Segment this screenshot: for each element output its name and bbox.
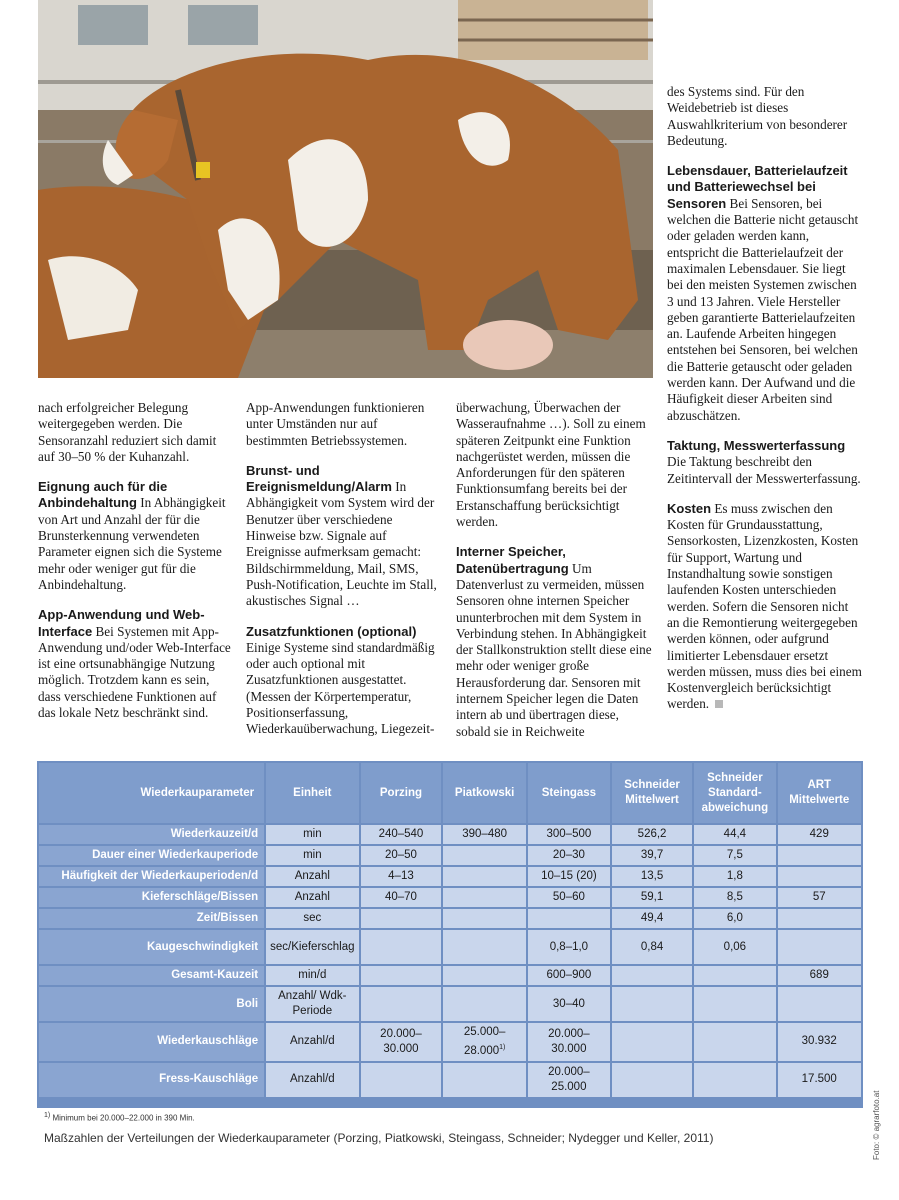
table-cell (442, 866, 526, 887)
table-cell (442, 986, 526, 1022)
paragraph: nach erfolgreicher Belegung weitergegeben werden. Die Sensoranzahl reduziert sich damit auf 30–50 % der Kuhanzahl. (38, 400, 217, 464)
table-cell (527, 908, 611, 929)
table-cell (442, 965, 526, 986)
table-cell: 20.000–25.000 (527, 1062, 611, 1098)
section-taktung (667, 438, 863, 487)
table-header: Porzing (360, 762, 443, 824)
table-cell (777, 908, 862, 929)
table-cell: 1,8 (693, 866, 776, 887)
table-cell (611, 986, 693, 1022)
section-anbindehaltung (38, 479, 234, 593)
table-cell: 20.000–30.000 (360, 1022, 443, 1062)
section-heading: Lebensdauer, Batterielaufzeit und Batteriewechsel bei Sensoren (667, 163, 848, 211)
table-cell (777, 866, 862, 887)
section-body: In Abhängigkeit von Art und Anzahl der für die Brunsterkennung verwendeten Parameter eignen sich die Systeme mehr oder weniger gut für die Anbindehaltung. (38, 495, 226, 592)
cow-photo-image (38, 0, 653, 378)
table-cell: 390–480 (442, 824, 526, 845)
section-body: Einige Systeme sind standardmäßig oder auch optional mit Zusatzfunktionen ausgestattet. (Messen der Körpertemperatur, Positionserfassung, Wiederkauüberwachung, Liegezeit- (246, 639, 435, 737)
table-cell: 10–15 (20) (527, 866, 611, 887)
table-cell (693, 986, 776, 1022)
table-cell (611, 1022, 693, 1062)
section-body: In Abhängigkeit vom System wird der Benutzer über verschiedene Hinweise bzw. Signale auf Ereignisse aufmerksam gemacht: Bildschirmmeldung, Mail, SMS, Push-Notification, Leuchte im Stall, akustisches Signal … (246, 479, 437, 609)
text-column-2 (246, 400, 442, 738)
table-cell: 6,0 (693, 908, 776, 929)
table-cell (611, 1062, 693, 1098)
footnote-marker: 1) (44, 1112, 51, 1119)
table-cell: min/d (265, 965, 359, 986)
table-cell: 0,84 (611, 929, 693, 965)
table-row (38, 908, 862, 929)
table-cell (777, 986, 862, 1022)
table-cell: 4–13 (360, 866, 443, 887)
section-lebensdauer (667, 163, 863, 424)
end-mark-icon (715, 700, 723, 708)
table-cell: 20.000–30.000 (527, 1022, 611, 1062)
section-heading: Eignung auch für die Anbindehaltung (38, 479, 168, 511)
table-cell (360, 986, 443, 1022)
table-header: Piatkowski (442, 762, 526, 824)
param-cell: Gesamt-Kauzeit (38, 965, 265, 986)
section-body: Um Datenverlust zu vermeiden, müssen Sensoren ohne internen Speicher ununterbrochen mit dem System in Verbindung stehen. In Abhängigkeit der Stallkonstruktion stellt diese eine mehr oder weniger große Herausforderung dar. Sensoren mit internem Speicher legen die Daten intern ab und übertragen diese, sobald sie in Reichweite (456, 560, 652, 739)
table-cell: 526,2 (611, 824, 693, 845)
photo-credit: Foto: © agrarfoto.at (872, 1090, 881, 1160)
table-cell: 57 (777, 887, 862, 908)
table-header: Einheit (265, 762, 359, 824)
table-header-row (38, 762, 862, 824)
table-header: Steingass (527, 762, 611, 824)
section-app-anwendung (38, 607, 234, 721)
table-header: ART Mittelwerte (777, 762, 862, 824)
table-cell: 39,7 (611, 845, 693, 866)
section-heading: App-Anwendung und Web-Interface (38, 607, 205, 639)
table-cell: 13,5 (611, 866, 693, 887)
table-cell (442, 845, 526, 866)
table-cell: 20–30 (527, 845, 611, 866)
param-cell: Wiederkauzeit/d (38, 824, 265, 845)
table-cell: sec (265, 908, 359, 929)
table-cell (360, 1062, 443, 1098)
param-cell: Wiederkauschläge (38, 1022, 265, 1062)
section-brunstmeldung (246, 463, 442, 610)
table-cell (777, 929, 862, 965)
table-row (38, 887, 862, 908)
table-cell (777, 845, 862, 866)
param-cell: Zeit/Bissen (38, 908, 265, 929)
table-cell (611, 965, 693, 986)
param-cell: Kaugeschwindigkeit (38, 929, 265, 965)
section-heading: Kosten (667, 500, 712, 516)
table-cell: 429 (777, 824, 862, 845)
paragraph: App-Anwendungen funktionieren unter Umständen nur auf bestimmten Betriebssystemen. (246, 400, 425, 448)
table-cell (360, 929, 443, 965)
table-cell: 300–500 (527, 824, 611, 845)
table-cell (360, 965, 443, 986)
text-column-1 (38, 400, 234, 721)
table-header: Schneider Mittelwert (611, 762, 693, 824)
param-cell: Kieferschläge/Bissen (38, 887, 265, 908)
table-cell: 20–50 (360, 845, 443, 866)
section-body: Bei Systemen mit App-Anwendung und/oder Web-Interface ist eine ortsunabhängige Nutzung möglich. Trotzdem kann es sein, dass verschiedene Funktionen auf das lokale Netz beschränkt sind. (38, 623, 231, 721)
param-cell: Boli (38, 986, 265, 1022)
text-column-3 (456, 400, 652, 740)
table-cell: Anzahl/d (265, 1022, 359, 1062)
section-heading: Zusatzfunktionen (optional) (246, 623, 417, 639)
section-heading: Interner Speicher, Datenübertragung (456, 544, 569, 576)
table-cell (442, 908, 526, 929)
table-cell: 59,1 (611, 887, 693, 908)
table-cell: Anzahl/d (265, 1062, 359, 1098)
table-cell: Anzahl (265, 887, 359, 908)
table-cell: 17.500 (777, 1062, 862, 1098)
wiederkau-table (37, 761, 863, 1108)
paragraph: überwachung, Überwachen der Wasseraufnahme …). Soll zu einem späteren Zeitpunkt eine Funktion nachgerüstet werden, müssen die Anforderungen für den späteren Funktionsumfang bereits bei der Erstanschaffung berücksichtigt werden. (456, 400, 646, 530)
table-cell: 40–70 (360, 887, 443, 908)
table-cell (360, 908, 443, 929)
table-row (38, 1062, 862, 1098)
table-cell: 8,5 (693, 887, 776, 908)
section-body: Es muss zwischen den Kosten für Grundausstattung, Sensorkosten, Lizenzkosten, Kosten für Support, Wartung und Instandhaltung sowie sonstigen laufenden Kosten unterschieden werden. Sofern die Sensoren nicht an die Remontierung weitergegeben werden können, oder aufgrund limitierter Lebensdauer ersetzt werden müssen, muss dies bei einem Kostenvergleich berücksichtigt werden. (667, 500, 862, 712)
section-kosten (667, 501, 863, 713)
table-cell: sec/Kieferschlag (265, 929, 359, 965)
table-cell: 0,8–1,0 (527, 929, 611, 965)
table-cell: 30.932 (777, 1022, 862, 1062)
table-cell (442, 887, 526, 908)
table-row (38, 1022, 862, 1062)
section-interner-speicher (456, 544, 652, 740)
section-body: Die Taktung beschreibt den Zeitintervall der Messwerterfassung. (667, 454, 861, 486)
table-cell: 7,5 (693, 845, 776, 866)
table-row (38, 824, 862, 845)
param-cell: Dauer einer Wiederkauperiode (38, 845, 265, 866)
section-heading: Brunst- und Ereignismeldung/Alarm (246, 462, 392, 495)
table-cell (442, 1062, 526, 1098)
table-footnote (44, 1112, 195, 1123)
table-row (38, 965, 862, 986)
table-cell: 240–540 (360, 824, 443, 845)
section-body: Bei Sensoren, bei welchen die Batterie nicht getauscht oder geladen werden kann, entspricht die Batterielaufzeit der maximalen Lebensdauer. Sie liegt bei den meisten Systemen zwischen 3 und 13 Jahren. Viele Hersteller geben garantierte Batterielaufzeiten an. Laufende Arbeiten hingegen entstehen bei Sensoren, bei welchen die Batterie getauscht oder geladen werden kann. Der Aufwand und die Häufigkeit dieser Arbeiten sind abzuschätzen. (667, 195, 859, 423)
table-cell: min (265, 845, 359, 866)
table-cell (693, 1062, 776, 1098)
table-cell: Anzahl/ Wdk-Periode (265, 986, 359, 1022)
cow-photo (38, 0, 653, 378)
table-cell: 689 (777, 965, 862, 986)
table-row (38, 986, 862, 1022)
table-cell: 30–40 (527, 986, 611, 1022)
table-header: Schneider Standard-abweichung (693, 762, 776, 824)
param-cell: Fress-Kauschläge (38, 1062, 265, 1098)
table-cell: 44,4 (693, 824, 776, 845)
paragraph: des Systems sind. Für den Weidebetrieb ist dieses Auswahlkriterium von besonderer Bedeutung. (667, 84, 848, 148)
table-cell (693, 1022, 776, 1062)
section-zusatzfunktionen (246, 624, 442, 738)
footnote-text: Minimum bei 20.000–22.000 in 390 Min. (52, 1113, 195, 1123)
table-cell: 50–60 (527, 887, 611, 908)
footnote-marker: 1) (499, 1044, 506, 1051)
table-cell: 25.000–28.000$^{1)}$ (442, 1022, 526, 1062)
table-header: Wiederkauparameter (38, 762, 265, 824)
table-cell: 0,06 (693, 929, 776, 965)
table-cell: 49,4 (611, 908, 693, 929)
param-cell: Häufigkeit der Wiederkauperioden/d (38, 866, 265, 887)
table-row (38, 845, 862, 866)
table-cell: 600–900 (527, 965, 611, 986)
text-column-4 (667, 84, 863, 713)
table-cell: Anzahl (265, 866, 359, 887)
table-cell: min (265, 824, 359, 845)
section-heading: Taktung, Messwerterfassung (667, 437, 846, 453)
table-row (38, 929, 862, 965)
table-caption: Maßzahlen der Verteilungen der Wiederkauparameter (Porzing, Piatkowski, Steingass, Schneider; Nydegger und Keller, 2011) (44, 1131, 714, 1145)
table-cell (442, 929, 526, 965)
table-row (38, 866, 862, 887)
table-cell (693, 965, 776, 986)
